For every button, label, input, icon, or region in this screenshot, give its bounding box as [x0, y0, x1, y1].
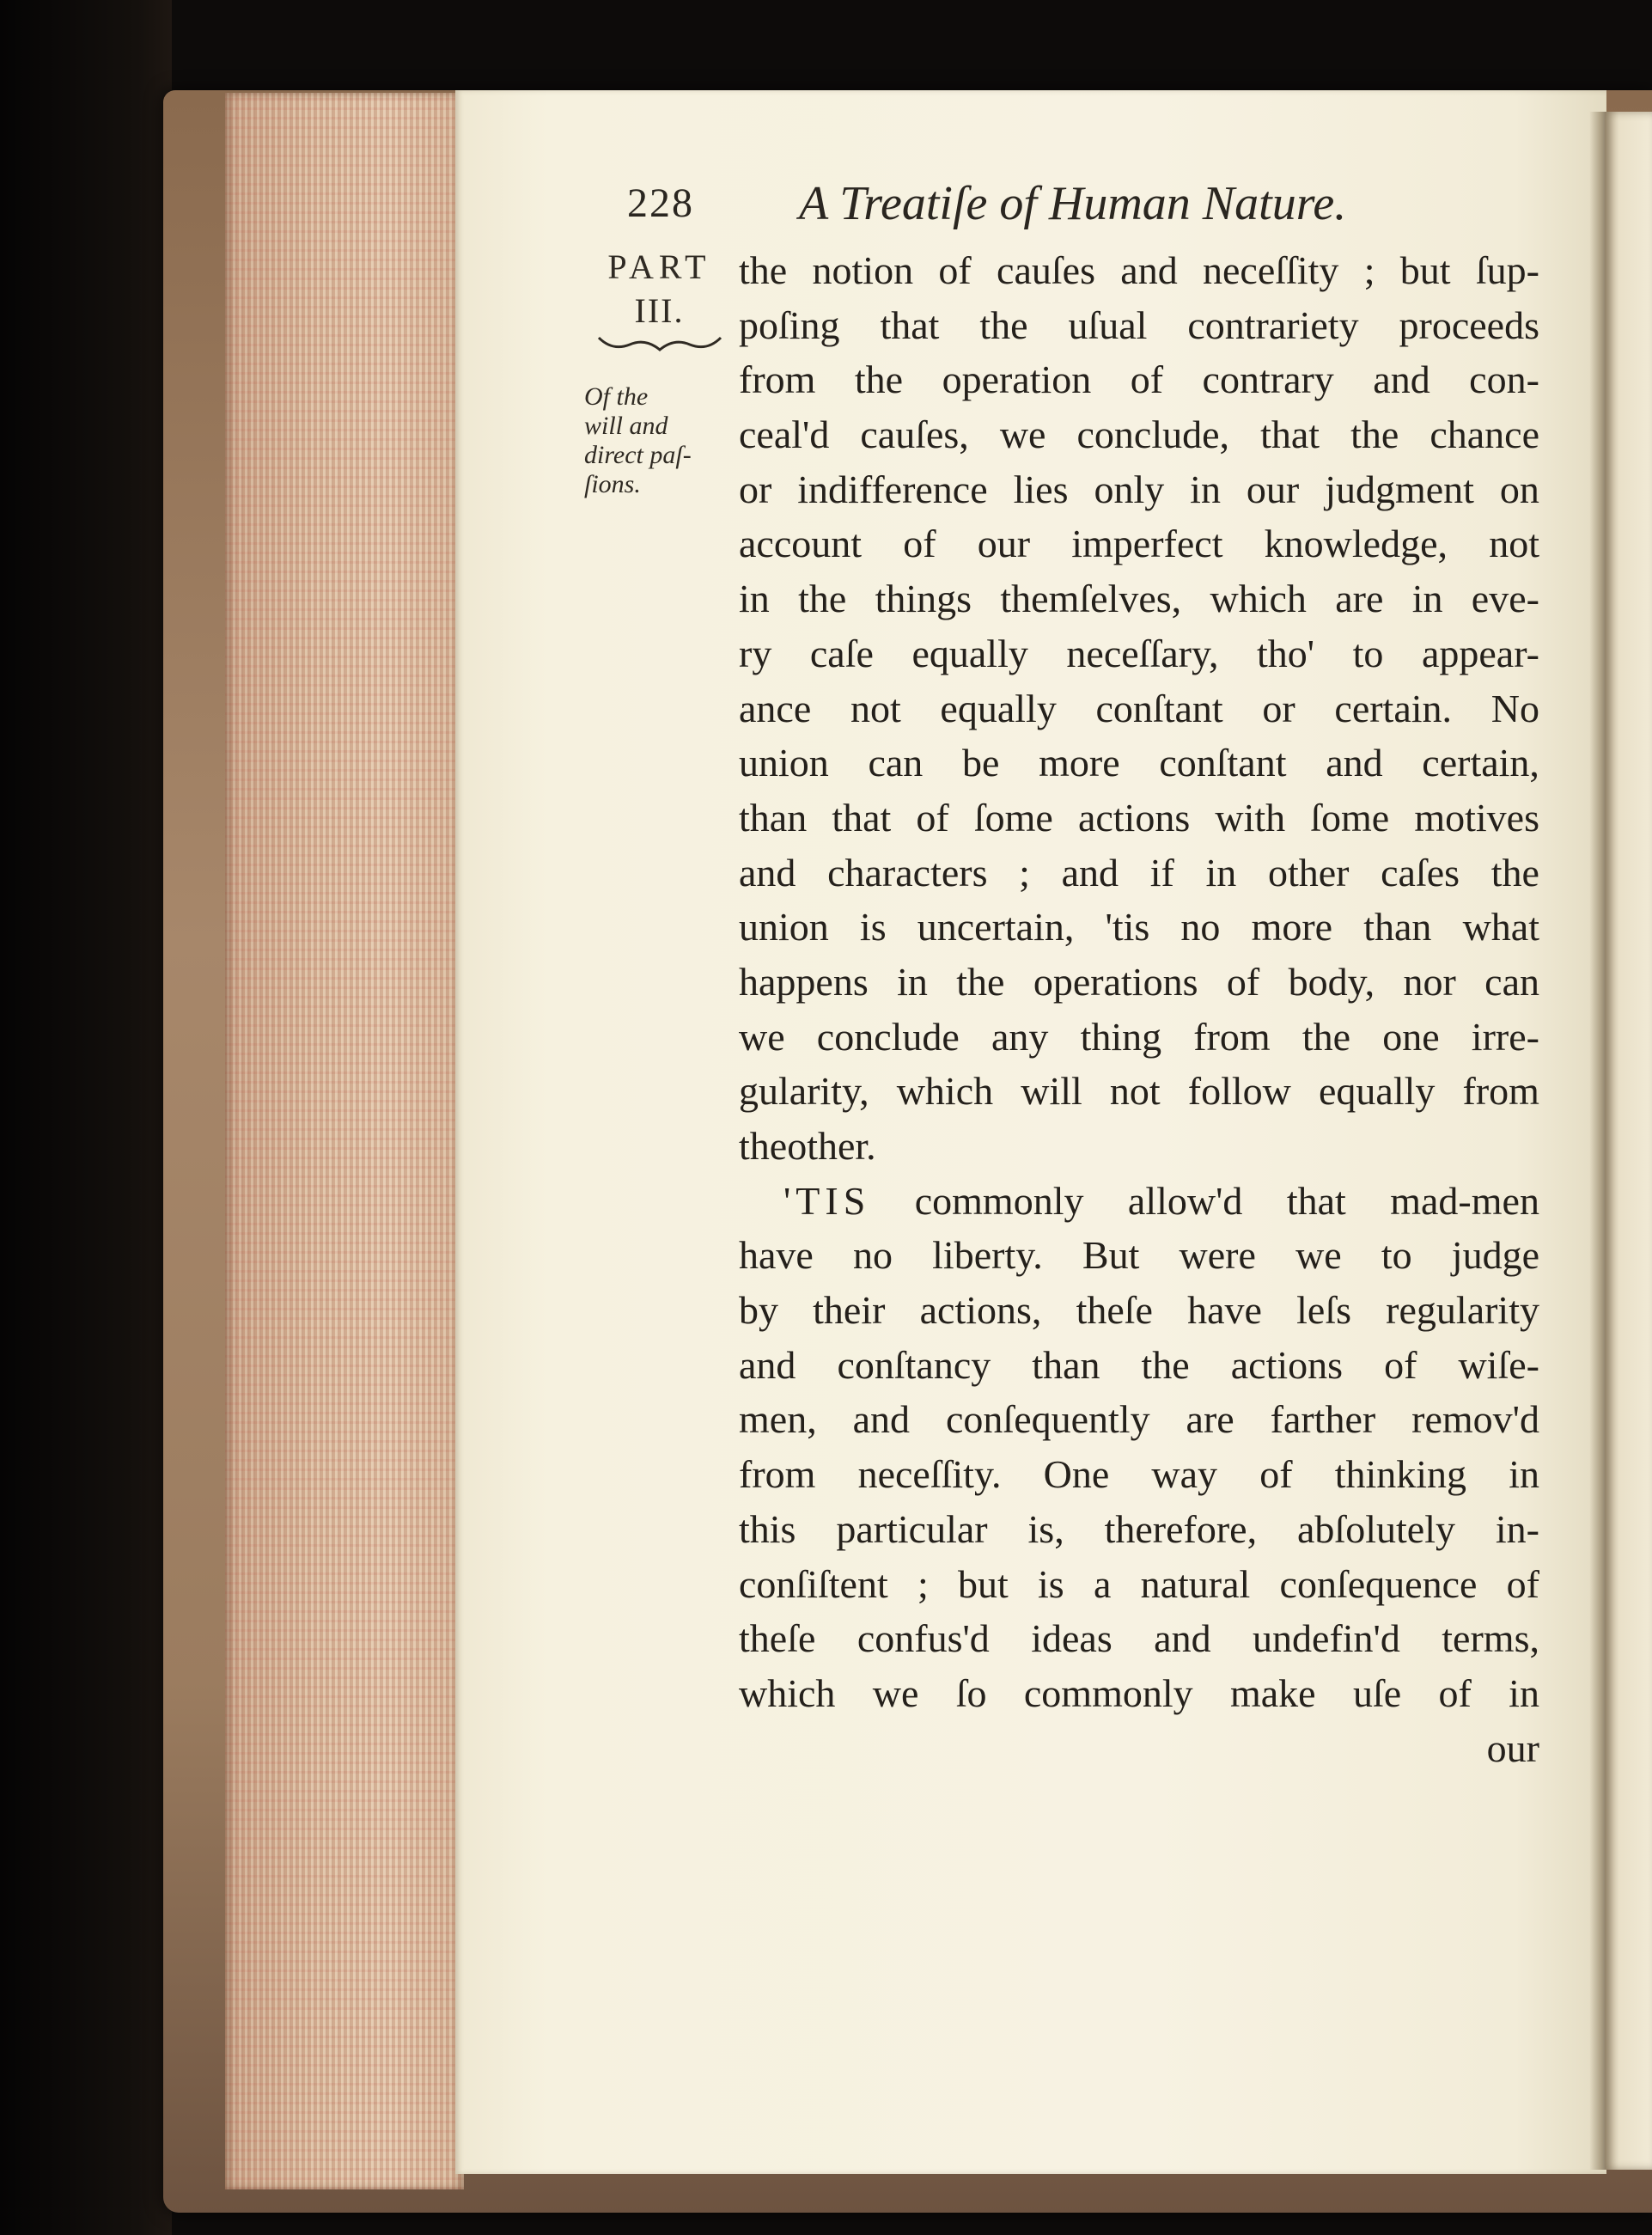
text-line: theſe confus'd ideas and undefin'd terms,: [739, 1616, 1539, 1661]
side-note-line: direct paſ-: [584, 441, 692, 469]
text-line: union can be more conſtant and certain,: [739, 741, 1539, 785]
part-marker: [584, 245, 735, 362]
text-line: from neceſſity. One way of thinking in: [739, 1452, 1539, 1497]
text-line: which we ſo commonly make uſe of in: [739, 1670, 1539, 1715]
text-line: account of our imperfect knowledge, not: [739, 522, 1539, 566]
side-note-line: Of the: [584, 382, 649, 411]
text-line: in the things themſelves, which are in eve-: [739, 577, 1539, 621]
text-line: than that of ſome actions with ſome motives: [739, 795, 1539, 840]
text-line: ceal'd cauſes, we conclude, that the chance: [739, 412, 1539, 457]
side-note-line: ſions.: [584, 470, 641, 498]
page-number: 228: [627, 180, 694, 226]
text-line: men, and conſequently are farther remov'd: [739, 1397, 1539, 1442]
header-title: A Treatiſe of Human Nature.: [799, 177, 1347, 230]
text-line: conſiſtent ; but is a natural conſequence of: [739, 1561, 1539, 1606]
text-line: from the operation of contrary and con-: [739, 357, 1539, 402]
running-head: [627, 176, 1486, 236]
side-note-line: will and: [584, 412, 668, 440]
text-line: by their actions, theſe have leſs regularity: [739, 1288, 1539, 1333]
page-edges: [225, 93, 464, 2189]
text-line: and conſtancy than the actions of wiſe-: [739, 1342, 1539, 1387]
side-note: [584, 382, 704, 499]
text-line: gularity, which will not follow equally from: [739, 1069, 1539, 1114]
text-line: ance not equally conſtant or certain. No: [739, 686, 1539, 730]
facing-page: [1605, 112, 1652, 2170]
text-line: or indifference lies only in our judgment on: [739, 467, 1539, 511]
text-line: union is uncertain, 'tis no more than what: [739, 905, 1539, 950]
part-number: III.: [634, 291, 685, 330]
brace-ornament-icon: [584, 333, 735, 362]
text-line: and characters ; and if in other caſes the: [739, 850, 1539, 895]
text-line: this particular is, therefore, abſolutely in-: [739, 1506, 1539, 1551]
body-text: [739, 243, 1539, 1775]
text-line: ry caſe equally neceſſary, tho' to appear-: [739, 631, 1539, 675]
background: [0, 0, 172, 2235]
text-line: the other.: [739, 1124, 876, 1168]
text-line: happens in the operations of body, nor can: [739, 959, 1539, 1004]
text-line: have no liberty. But were we to judge: [739, 1233, 1539, 1278]
text-line: the notion of cauſes and neceſſity ; but ſup-: [739, 248, 1539, 292]
text-line: 'TIS commonly allow'd that mad-men: [783, 1178, 1539, 1223]
catchword: our: [1486, 1725, 1539, 1770]
text-line: we conclude any thing from the one irre-: [739, 1014, 1539, 1059]
text-line: poſing that the uſual contrariety proceeds: [739, 302, 1539, 347]
part-label: PART: [607, 247, 711, 286]
